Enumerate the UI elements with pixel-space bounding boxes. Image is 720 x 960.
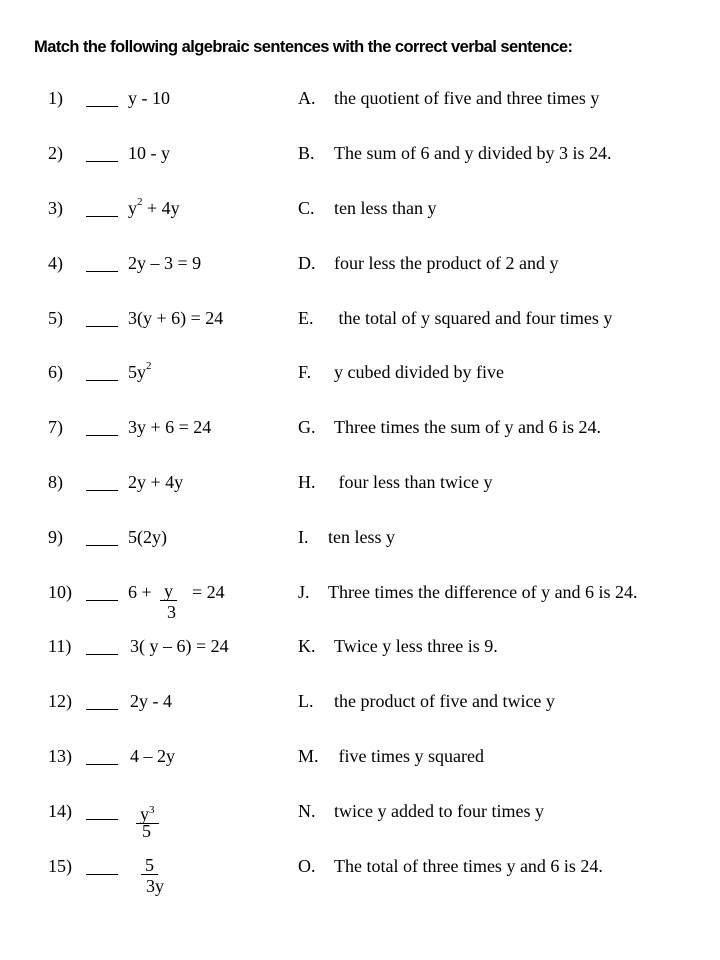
answer-letter: I. [298,527,309,547]
answer-blank[interactable] [86,216,118,217]
expression-prefix: 6 + [128,582,157,602]
verbal-sentence: four less than twice y [334,472,493,492]
match-row [0,746,720,786]
item-number: 4) [48,253,63,273]
match-row [0,582,720,626]
answer-letter: F. [298,362,312,382]
expression-base: y [128,198,137,218]
item-number: 12) [48,691,72,711]
answer-blank[interactable] [86,106,118,107]
match-row [0,362,720,402]
item-number: 8) [48,472,63,492]
algebraic-expression: 2y – 3 = 9 [128,253,202,273]
verbal-sentence: Twice y less three is 9. [334,636,498,656]
answer-letter: O. [298,856,316,876]
exponent: 3 [149,804,155,816]
verbal-sentence: the quotient of five and three times y [334,88,600,108]
answer-blank[interactable] [86,380,118,381]
algebraic-expression: y - 10 [128,88,170,108]
worksheet-title: Match the following algebraic sentences with the correct verbal sentence: [34,38,573,56]
answer-letter: H. [298,472,316,492]
algebraic-expression: 5(2y) [128,527,167,547]
verbal-sentence: the total of y squared and four times y [334,308,613,328]
answer-blank[interactable] [86,545,118,546]
algebraic-expression [128,362,152,383]
fraction-denominator: 5 [142,821,151,841]
verbal-sentence: ten less y [328,527,395,547]
algebraic-expression [128,198,180,219]
expression-rest: + 4y [142,198,180,218]
answer-blank[interactable] [86,600,118,601]
item-number: 5) [48,308,63,328]
item-number: 1) [48,88,63,108]
expression-suffix: = 24 [192,582,225,602]
match-row [0,143,720,183]
answer-blank[interactable] [86,326,118,327]
verbal-sentence: y cubed divided by five [334,362,504,382]
expression-base: 5y [128,362,146,382]
answer-letter: N. [298,801,316,821]
answer-letter: L. [298,691,314,711]
match-row [0,636,720,676]
algebraic-expression: 10 - y [128,143,170,163]
fraction-denominator: 3 [167,602,176,622]
verbal-sentence: twice y added to four times y [334,801,544,821]
verbal-sentence: five times y squared [334,746,484,766]
fraction-denominator: 3y [146,876,164,896]
answer-blank[interactable] [86,271,118,272]
verbal-sentence: the product of five and twice y [334,691,555,711]
algebraic-expression: 2y - 4 [130,691,172,711]
match-row [0,856,720,900]
item-number: 14) [48,801,72,821]
answer-letter: B. [298,143,315,163]
answer-letter: E. [298,308,314,328]
fraction-numerator: y [160,582,177,601]
item-number: 2) [48,143,63,163]
answer-blank[interactable] [86,654,118,655]
item-number: 6) [48,362,63,382]
answer-letter: A. [298,88,316,108]
verbal-sentence: four less the product of 2 and y [334,253,559,273]
answer-blank[interactable] [86,709,118,710]
answer-letter: M. [298,746,319,766]
answer-letter: K. [298,636,316,656]
verbal-sentence: The total of three times y and 6 is 24. [334,856,603,876]
item-number: 7) [48,417,63,437]
verbal-sentence: ten less than y [334,198,437,218]
fraction-numerator: 5 [141,856,158,875]
item-number: 9) [48,527,63,547]
algebraic-expression: 3(y + 6) = 24 [128,308,224,328]
match-row [0,88,720,128]
algebraic-expression: 4 – 2y [130,746,175,766]
numerator-base: y [140,804,149,824]
item-number: 15) [48,856,72,876]
answer-letter: D. [298,253,316,273]
match-row [0,801,720,845]
item-number: 10) [48,582,72,602]
item-number: 13) [48,746,72,766]
match-row [0,417,720,457]
algebraic-expression: 3( y – 6) = 24 [130,636,229,656]
item-number: 3) [48,198,63,218]
answer-letter: J. [298,582,310,602]
match-row [0,198,720,238]
exponent: 2 [146,360,152,372]
algebraic-expression: 3y + 6 = 24 [128,417,212,437]
answer-letter: C. [298,198,315,218]
answer-blank[interactable] [86,490,118,491]
item-number: 11) [48,636,72,656]
match-row [0,472,720,512]
answer-blank[interactable] [86,764,118,765]
verbal-sentence: The sum of 6 and y divided by 3 is 24. [334,143,612,163]
match-row [0,691,720,731]
answer-blank[interactable] [86,819,118,820]
answer-blank[interactable] [86,161,118,162]
answer-blank[interactable] [86,435,118,436]
exponent: 2 [137,196,143,208]
verbal-sentence: Three times the sum of y and 6 is 24. [334,417,601,437]
algebraic-expression: 2y + 4y [128,472,184,492]
match-row [0,253,720,293]
answer-letter: G. [298,417,316,437]
match-row [0,308,720,348]
answer-blank[interactable] [86,874,118,875]
match-row [0,527,720,567]
verbal-sentence: Three times the difference of y and 6 is 24. [328,582,638,602]
